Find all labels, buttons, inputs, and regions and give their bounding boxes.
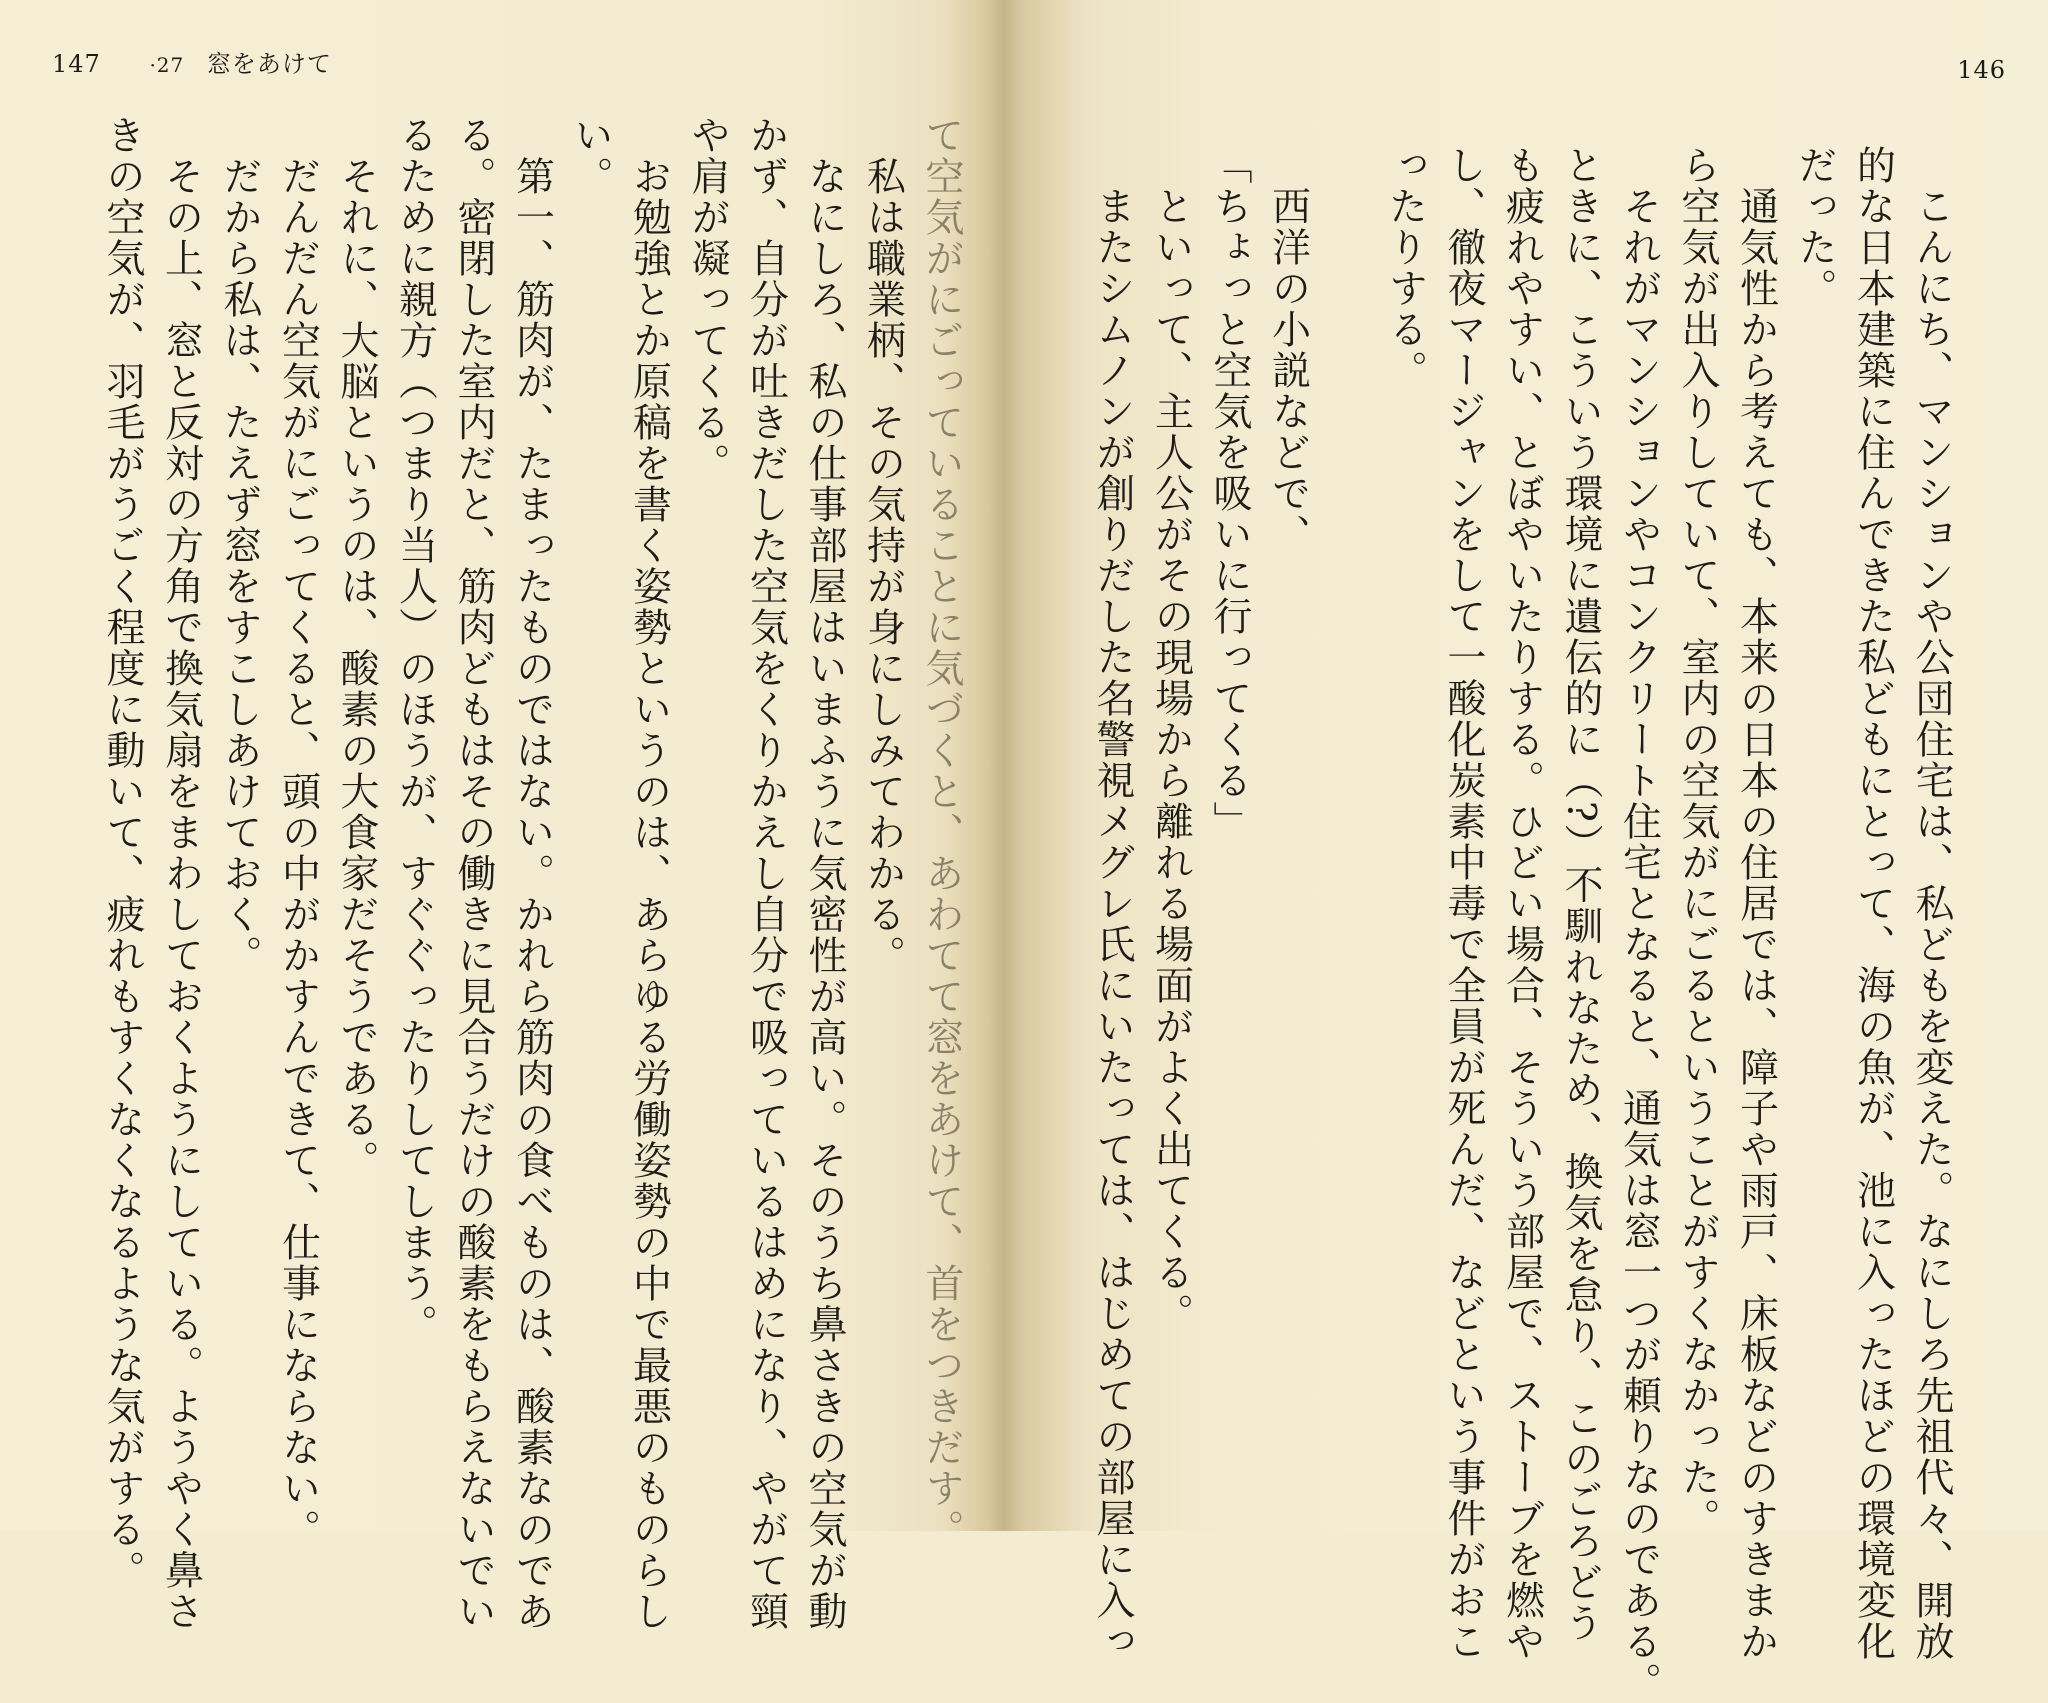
text-line: ときに、こういう環境に遺伝的に（?）不馴れなため、換気を怠り、このごろどう: [1558, 145, 1603, 1644]
text-line: ら空気が出入りしていて、室内の空気がにごるということがすくなかった。: [1675, 145, 1720, 1539]
right-page-header: [1957, 56, 2006, 84]
text-line: だった。: [1792, 145, 1837, 309]
text-line: といって、主人公がその現場から離れる場面がよく出てくる。: [1148, 145, 1194, 1334]
text-line: だんだん空気がにごってくると、頭の中がかすんできて、仕事にならない。: [275, 115, 321, 1550]
chapter-title: 窓をあけて: [206, 50, 332, 78]
text-line: るために親方（つまり当人）のほうが、すぐぐったりしてしまう。: [392, 115, 438, 1345]
right-page-number: 146: [1957, 56, 2006, 84]
text-line: 通気性から考えても、本来の日本の住居では、障子や雨戸、床板などのすきまか: [1733, 145, 1779, 1662]
text-line: 第一、筋肉が、たまったものではない。かれら筋肉の食べものは、酸素なのであ: [509, 115, 555, 1632]
text-line: る。密閉した室内だと、筋肉どもはその働きに見合うだけの酸素をもらえないでい: [451, 115, 496, 1632]
text-line: お勉強とか原稿を書く姿勢というのは、あらゆる労働姿勢の中で最悪のものらし: [626, 115, 672, 1632]
left-page-number: 147: [52, 50, 101, 78]
text-line: ったりする。: [1382, 145, 1428, 391]
left-page: [0, 0, 1010, 1632]
text-line: 私は職業柄、その気持が身にしみてわかる。: [860, 115, 906, 976]
text-line: も疲れやすい、とぼやいたりする。ひどい場合、そういう部屋で、ストーブを燃や: [1499, 145, 1545, 1662]
text-line: こんにち、マンションや公団住宅は、私どもを変えた。なにしろ先祖代々、開放: [1909, 145, 1954, 1662]
left-page-body: [93, 115, 971, 1632]
right-page: [1038, 0, 2048, 1703]
text-line: それに、大脳というのは、酸素の大食家だそうである。: [334, 115, 379, 1181]
paragraph-gap: [1317, 145, 1376, 1520]
text-line: い。: [568, 115, 613, 197]
text-line: それがマンションやコンクリート住宅となると、通気は窓一つが頼りなのである。: [1616, 145, 1662, 1703]
right-page-body: [1083, 145, 1961, 1703]
text-line: 「ちょっと空気を吸いに行ってくる」: [1207, 145, 1252, 842]
text-line: なにしろ、私の仕事部屋はいまふうに気密性が高い。そのうち鼻さきの空気が動: [802, 115, 847, 1632]
text-line: て空気がにごっていることに気づくと、あわてて窓をあけて、首をつきだす。: [919, 115, 964, 1550]
text-line: し、徹夜マージャンをして一酸化炭素中毒で全員が死んだ、などという事件がおこ: [1441, 145, 1486, 1662]
chapter-number: ·27: [149, 53, 185, 77]
text-line: 的な日本建築に住んできた私どもにとって、海の魚が、池に入ったほどの環境変化: [1850, 145, 1896, 1662]
text-line: だから私は、たえず窓をすこしあけておく。: [217, 115, 262, 976]
text-line: またシムノンが創りだした名警視メグレ氏にいたっては、はじめての部屋に入っ: [1090, 145, 1135, 1662]
text-line: その上、窓と反対の方角で換気扇をまわしておくようにしている。ようやく鼻さ: [158, 115, 204, 1632]
text-line: 西洋の小説などで、: [1265, 145, 1311, 555]
left-page-header: [52, 44, 332, 79]
text-line: かず、自分が吐きだした空気をくりかえし自分で吸っているはめになり、やがて頸: [743, 115, 789, 1632]
text-line: きの空気が、羽毛がうごく程度に動いて、疲れもすくなくなるような気がする。: [100, 115, 145, 1591]
text-line: や肩が凝ってくる。: [685, 115, 730, 484]
